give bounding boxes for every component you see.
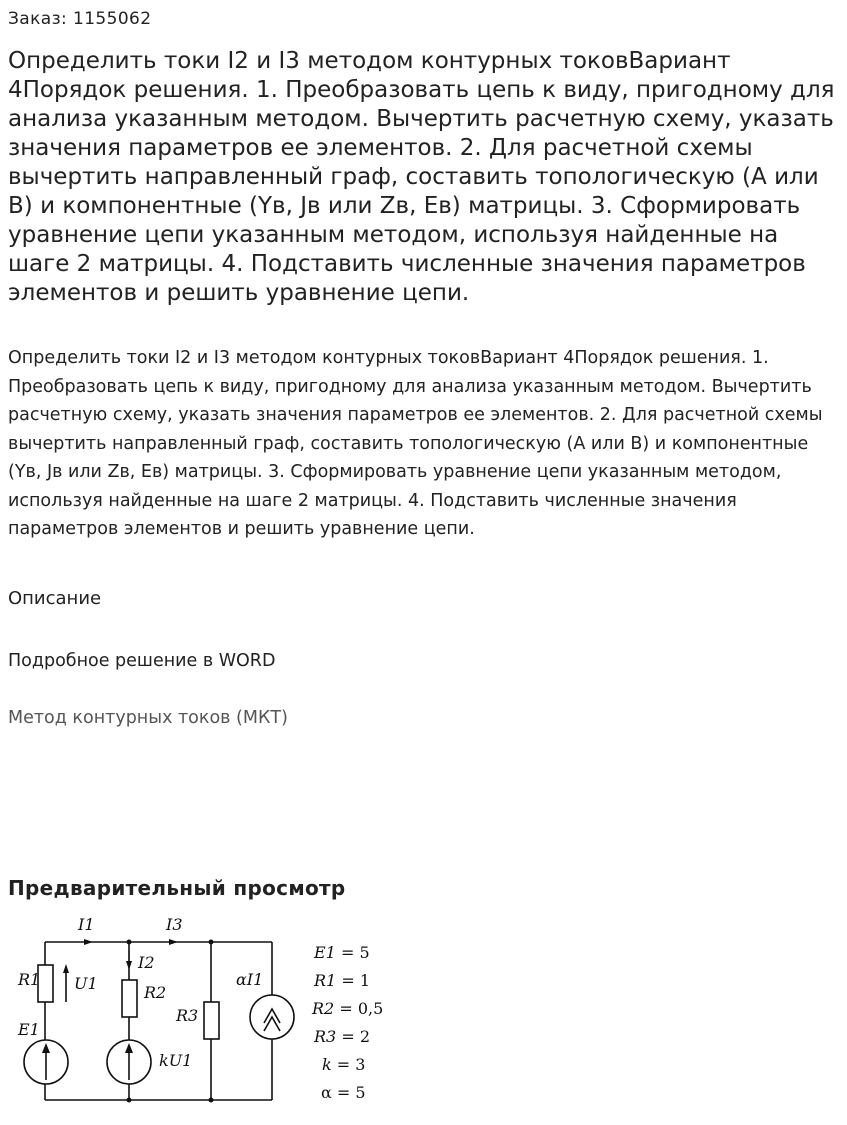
svg-text:k = 3: k = 3: [322, 1055, 366, 1074]
label-u1: U1: [74, 974, 98, 993]
label-r2: R2: [144, 983, 167, 1002]
param-alpha-name: α: [321, 1083, 332, 1102]
description-heading: Описание: [8, 588, 102, 609]
method-link[interactable]: Метод контурных токов (МКТ): [8, 708, 288, 728]
label-i2: I2: [138, 953, 155, 972]
param-r3-name: R3: [314, 1027, 337, 1046]
label-e1: E1: [18, 1020, 40, 1039]
param-r1-name: R1: [314, 971, 337, 990]
param-r2-name: R2: [312, 999, 335, 1018]
svg-text:R3 = 2: R3 = 2: [314, 1027, 370, 1046]
param-e1-name: E1: [314, 943, 336, 962]
svg-text:E1 = 5: E1 = 5: [314, 943, 370, 962]
page-title: Определить токи I2 и I3 методом контурных токовВариант 4Порядок решения. 1. Преобразовать цепь к виду, пригодному для анализа указанным методом. Вычертить расчетную схему, указать значения параметров ее элементов. 2. Для расчетной схемы вычертить направленный граф, составить топологическую (А или В) и компонентные (Yв, Jв или Zв, Ев) матрицы. 3. Сформировать уравнение цепи указанным методом, используя найденные на шаге 2 матрицы. 4. Подставить численные значения параметров элементов и решить уравнение цепи.: [8, 48, 835, 306]
order-number: Заказ: 1155062: [8, 9, 152, 29]
param-r1-value: 1: [359, 971, 370, 990]
param-k-name: k: [322, 1055, 332, 1074]
solution-note: Подробное решение в WORD: [8, 651, 276, 671]
param-alpha-value: 5: [355, 1083, 366, 1102]
label-i3: I3: [166, 915, 183, 934]
circuit-diagram: [8, 905, 388, 1110]
circuit-preview-image: [8, 905, 388, 1110]
label-ku1: kU1: [159, 1051, 193, 1070]
param-k-value: 3: [355, 1055, 366, 1074]
label-r1: R1: [18, 970, 41, 989]
svg-text:R2 = 0,5: R2 = 0,5: [312, 999, 384, 1018]
svg-text:R1 = 1: R1 = 1: [314, 971, 370, 990]
param-r2-value: 0,5: [357, 999, 384, 1018]
preview-heading: Предварительный просмотр: [8, 876, 346, 900]
svg-text:α = 5: α = 5: [321, 1083, 366, 1102]
label-r3: R3: [176, 1006, 199, 1025]
label-i1: I1: [78, 915, 95, 934]
task-description: Определить токи I2 и I3 методом контурных токовВариант 4Порядок решения. 1. Преобразовать цепь к виду, пригодному для анализа указанным методом. Вычертить расчетную схему, указать значения параметров ее элементов. 2. Для расчетной схемы вычертить направленный граф, составить топологическую (А или В) и компонентные (Yв, Jв или Zв, Ев) матрицы. 3. Сформировать уравнение цепи указанным методом, используя найденные на шаге 2 матрицы. 4. Подставить численные значения параметров элементов и решить уравнение цепи.: [8, 348, 823, 539]
label-ai1: αI1: [236, 970, 264, 989]
param-e1-value: 5: [359, 943, 370, 962]
param-r3-value: 2: [359, 1027, 370, 1046]
parameter-list: [311, 943, 383, 1102]
